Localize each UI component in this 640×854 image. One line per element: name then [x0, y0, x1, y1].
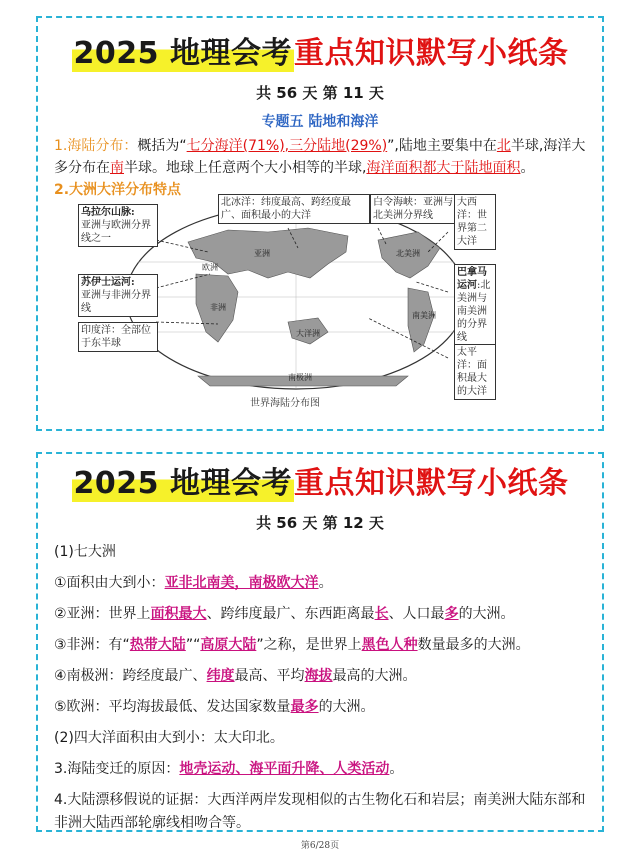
topic-heading: 专题五 陆地和海洋 [261, 114, 379, 130]
continent-label-antarctica: 南极洲 [288, 373, 312, 382]
section-2-label: 2.大洲大洋分布特点 [54, 182, 182, 198]
callout-indian-ocean: 印度洋：全部位于东半球 [78, 322, 158, 352]
line-four-oceans: (2)四大洋面积由大到小：太大印北。 [54, 730, 284, 746]
card-title [38, 36, 602, 76]
continent-label-oceania: 大洋洲 [296, 329, 320, 338]
continent-label-africa: 非洲 [210, 303, 226, 312]
line-antarctica: ④南极洲：跨经度最广、纬度最高、平均海拔最高的大洲。 [54, 668, 417, 684]
line-africa: ③非洲：有“热带大陆”“高原大陆”之称，是世界上黑色人种数量最多的大洲。 [54, 637, 530, 653]
line-area-order: ①面积由大到小：亚非北南美，南极欧大洋。 [54, 575, 333, 591]
continent-label-asia: 亚洲 [254, 249, 270, 258]
continent-label-europe: 欧洲 [202, 263, 218, 272]
callout-suez: 苏伊士运河: 亚洲与非洲分界线 [78, 274, 158, 317]
line-asia: ②亚洲：世界上面积最大、跨纬度最广、东西距离最长、人口最多的大洲。 [54, 606, 515, 622]
callout-pacific: 太平洋：面积最大的大洋 [454, 344, 496, 400]
callout-arctic: 北冰洋：纬度最高、跨经度最广、面积最小的大洋 [218, 194, 370, 224]
line-sea-land-change: 3.海陆变迁的原因：地壳运动、海平面升降、人类活动。 [54, 761, 404, 777]
card-title [38, 466, 602, 506]
day-counter: 共 56 天 第 12 天 [256, 514, 384, 532]
callout-panama: 巴拿马运河:北美洲与南美洲的分界线 [454, 264, 496, 346]
day-counter: 共 56 天 第 11 天 [256, 84, 384, 102]
title-red: 重点知识默写小纸条 [293, 36, 569, 71]
callout-atlantic: 大西洋：世界第二大洋 [454, 194, 496, 250]
section-1-paragraph: 1.海陆分布：概括为“七分海洋(71%),三分陆地(29%)”,陆地主要集中在北半球,海洋大多分布在南半球。地球上任意两个大小相等的半球,海洋面积都大于陆地面积。 [54, 138, 586, 176]
continent-label-north-america: 北美洲 [396, 249, 420, 258]
callout-ural: 乌拉尔山脉: 亚洲与欧洲分界线之一 [78, 204, 158, 247]
line-seven-continents: (1)七大洲 [54, 544, 116, 560]
map-caption: 世界海陆分布图 [250, 398, 320, 409]
line-continental-drift: 4.大陆漂移假说的证据：大西洋两岸发现相似的古生物化石和岩层；南美洲大陆东部和非洲大陆西部轮廓线相吻合等。 [54, 792, 586, 831]
title-red: 重点知识默写小纸条 [293, 466, 569, 501]
line-europe: ⑤欧洲：平均海拔最低、发达国家数量最多的大洲。 [54, 699, 375, 715]
title-highlight: 2025 地理会考 [73, 466, 292, 501]
continent-label-south-america: 南美洲 [412, 311, 436, 320]
note-card-day-12 [36, 452, 604, 832]
page-footer: 第6/28页 [300, 841, 340, 851]
world-map-figure [78, 192, 492, 414]
callout-bering: 白令海峡：亚洲与北美洲分界线 [370, 194, 456, 224]
section-1-label: 1.海陆分布： [54, 138, 138, 154]
title-highlight: 2025 地理会考 [73, 36, 292, 71]
